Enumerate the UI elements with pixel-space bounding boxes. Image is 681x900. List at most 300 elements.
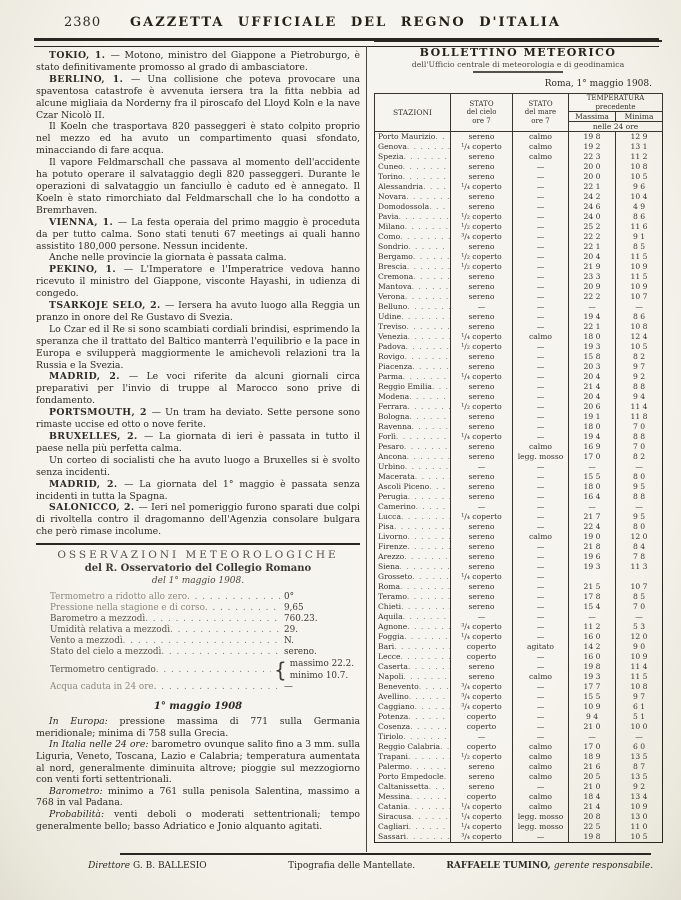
bulletin-title: BOLLETTINO METEORICO bbox=[374, 40, 662, 59]
temp-max: 18 0 bbox=[569, 482, 616, 492]
table-row bbox=[375, 582, 663, 592]
sea-state: — bbox=[513, 542, 569, 552]
station-name: Siena . . . bbox=[375, 562, 451, 572]
temp-max: 21 7 bbox=[569, 512, 616, 522]
sea-state: legg. mosso bbox=[513, 452, 569, 462]
sky-state: ¹/₄ coperto bbox=[451, 822, 513, 832]
station-name: Agnone . . . bbox=[375, 622, 451, 632]
dot-leader bbox=[407, 532, 450, 542]
temp-min: 10 8 bbox=[616, 682, 663, 692]
temp-min: 9 1 bbox=[616, 232, 663, 242]
temp-min: 8 5 bbox=[616, 242, 663, 252]
temp-min: 11 5 bbox=[616, 272, 663, 282]
temp-max: 22 1 bbox=[569, 182, 616, 192]
sea-state: — bbox=[513, 212, 569, 222]
table-row bbox=[375, 372, 663, 382]
temp-max: 20 4 bbox=[569, 252, 616, 262]
footer-director-name: G. B. BALLESIO bbox=[133, 861, 207, 871]
article-dateline: PORTSMOUTH, 2 bbox=[49, 407, 152, 419]
sky-state: sereno bbox=[451, 762, 513, 772]
observations-heading: OSSERVAZIONI METEOROLOGICHE bbox=[57, 549, 339, 562]
temp-min: 11 8 bbox=[616, 412, 663, 422]
sky-state: sereno bbox=[451, 382, 513, 392]
station-name: Novara . . . bbox=[375, 192, 451, 202]
temp-min: 9 7 bbox=[616, 362, 663, 372]
temp-max: 10 9 bbox=[569, 702, 616, 712]
table-row bbox=[375, 422, 663, 432]
footer-director-role: Direttore bbox=[88, 861, 131, 871]
sea-state: — bbox=[513, 322, 569, 332]
table-row bbox=[375, 342, 663, 352]
station-name: Udine . . . bbox=[375, 312, 451, 322]
dot-leader bbox=[401, 312, 450, 322]
temp-min: 8 8 bbox=[616, 382, 663, 392]
temp-max: 17 7 bbox=[569, 682, 616, 692]
temp-max: 18 9 bbox=[569, 752, 616, 762]
station-name: Benevento . . . bbox=[375, 682, 451, 692]
table-row bbox=[375, 742, 663, 752]
dot-leader bbox=[407, 262, 450, 272]
temp-min: 8 4 bbox=[616, 542, 663, 552]
temp-max: 16 0 bbox=[569, 652, 616, 662]
station-name: Roma . . . bbox=[375, 582, 451, 592]
temp-min: 10 7 bbox=[616, 292, 663, 302]
thermometer-row bbox=[36, 658, 360, 682]
dot-leader bbox=[400, 582, 450, 592]
sea-state: — bbox=[513, 552, 569, 562]
dot-leader bbox=[154, 682, 280, 693]
temp-min: 12 0 bbox=[616, 532, 663, 542]
observation-label: Stato del cielo a mezzodì bbox=[50, 647, 162, 658]
temp-min: 10 9 bbox=[616, 652, 663, 662]
bulletin-dateline: Roma, 1° maggio 1908. bbox=[544, 79, 652, 89]
sea-state: — bbox=[513, 242, 569, 252]
sea-state: — bbox=[513, 392, 569, 402]
sea-state: — bbox=[513, 272, 569, 282]
sky-state: sereno bbox=[451, 772, 513, 782]
dot-leader bbox=[423, 182, 450, 192]
temp-max: 20 8 bbox=[569, 812, 616, 822]
header-sea: STATO del mare ore 7 bbox=[513, 94, 569, 132]
article-dateline: MADRID, 2. bbox=[49, 478, 125, 490]
sea-state: calmo bbox=[513, 772, 569, 782]
temp-max: — bbox=[569, 302, 616, 312]
sky-state: ³/₄ coperto bbox=[451, 832, 513, 843]
dot-leader bbox=[408, 712, 450, 722]
sky-state: ³/₄ coperto bbox=[451, 682, 513, 692]
dot-leader bbox=[170, 625, 280, 636]
sky-state: — bbox=[451, 462, 513, 472]
temp-max: 19 2 bbox=[569, 142, 616, 152]
article-dateline: VIENNA, 1. bbox=[49, 216, 118, 228]
temp-min: 13 1 bbox=[616, 142, 663, 152]
station-name: Teramo . . . bbox=[375, 592, 451, 602]
sea-state: calmo bbox=[513, 742, 569, 752]
dot-leader bbox=[410, 762, 450, 772]
dot-leader bbox=[403, 732, 450, 742]
table-row bbox=[375, 732, 663, 742]
station-name: Ancona . . . bbox=[375, 452, 451, 462]
sky-state: sereno bbox=[451, 482, 513, 492]
table-row bbox=[375, 352, 663, 362]
station-name: Belluno . . . bbox=[375, 302, 451, 312]
temp-max: 18 4 bbox=[569, 792, 616, 802]
temp-min: 8 2 bbox=[616, 452, 663, 462]
station-name: Messina . . . bbox=[375, 792, 451, 802]
observation-value: sereno. bbox=[284, 647, 317, 658]
station-name: Lecce . . . bbox=[375, 652, 451, 662]
sea-state: — bbox=[513, 592, 569, 602]
forecast-lead: In Europa: bbox=[49, 716, 120, 728]
table-row bbox=[375, 482, 663, 492]
sky-state: sereno bbox=[451, 312, 513, 322]
temp-min: 5 1 bbox=[616, 712, 663, 722]
temp-max: 21 5 bbox=[569, 582, 616, 592]
station-name: Catania . . . bbox=[375, 802, 451, 812]
observation-label: Vento a mezzodì bbox=[50, 636, 123, 647]
dot-leader bbox=[403, 172, 450, 182]
observation-row bbox=[36, 603, 360, 614]
observation-label: Termometro a ridotto allo zero bbox=[50, 592, 188, 603]
temp-min: 4 9 bbox=[616, 202, 663, 212]
table-row bbox=[375, 392, 663, 402]
table-row bbox=[375, 752, 663, 762]
temp-min: 12 9 bbox=[616, 132, 663, 143]
table-row bbox=[375, 762, 663, 772]
temp-min: 8 0 bbox=[616, 472, 663, 482]
temp-max: 22 1 bbox=[569, 242, 616, 252]
temp-max: 21 4 bbox=[569, 802, 616, 812]
table-row bbox=[375, 442, 663, 452]
sea-state: calmo bbox=[513, 672, 569, 682]
station-name: Forlì . . . bbox=[375, 432, 451, 442]
temp-min: 10 0 bbox=[616, 722, 663, 732]
dot-leader bbox=[412, 282, 450, 292]
footer-manager-name: RAFFAELE TUMINO, bbox=[446, 861, 551, 871]
temp-min: 13 5 bbox=[616, 752, 663, 762]
observation-value: N. bbox=[284, 636, 294, 647]
temp-min: 9 2 bbox=[616, 372, 663, 382]
table-row bbox=[375, 362, 663, 372]
sea-state: — bbox=[513, 782, 569, 792]
station-name: Ravenna . . . bbox=[375, 422, 451, 432]
dot-leader bbox=[401, 602, 450, 612]
sea-state: calmo bbox=[513, 332, 569, 342]
sea-state: — bbox=[513, 832, 569, 843]
sky-state: sereno bbox=[451, 672, 513, 682]
temp-min: 5 3 bbox=[616, 622, 663, 632]
dot-leader bbox=[404, 442, 450, 452]
table-row bbox=[375, 172, 663, 182]
sea-state: — bbox=[513, 342, 569, 352]
sky-state: ¹/₂ coperto bbox=[451, 212, 513, 222]
sea-state: — bbox=[513, 712, 569, 722]
dot-leader bbox=[408, 492, 450, 502]
sea-state: — bbox=[513, 492, 569, 502]
thermometer-label: Termometro centigrado bbox=[50, 664, 156, 675]
table-row bbox=[375, 152, 663, 162]
sky-state: sereno bbox=[451, 602, 513, 612]
table-row bbox=[375, 242, 663, 252]
sea-state: legg. mosso bbox=[513, 822, 569, 832]
sea-state: — bbox=[513, 502, 569, 512]
table-row bbox=[375, 832, 663, 843]
observation-row bbox=[36, 636, 360, 647]
sky-state: ¹/₂ coperto bbox=[451, 342, 513, 352]
station-name: Avellino . . . bbox=[375, 692, 451, 702]
dot-leader bbox=[407, 302, 450, 312]
observation-label: Acqua caduta in 24 ore bbox=[50, 682, 154, 693]
temp-max: 24 6 bbox=[569, 202, 616, 212]
sea-state: — bbox=[513, 482, 569, 492]
temp-min: 6 1 bbox=[616, 702, 663, 712]
dot-leader bbox=[403, 372, 450, 382]
station-name: Camerino . . . bbox=[375, 502, 451, 512]
temp-min: — bbox=[616, 502, 663, 512]
temp-min: 11 3 bbox=[616, 562, 663, 572]
temp-max: — bbox=[569, 732, 616, 742]
temp-max: 15 5 bbox=[569, 472, 616, 482]
observation-row bbox=[36, 625, 360, 636]
observation-value: 760.23. bbox=[284, 614, 318, 625]
observation-last-row bbox=[36, 682, 360, 693]
temp-min: 8 8 bbox=[616, 432, 663, 442]
station-name: Ascoli Piceno . . . bbox=[375, 482, 451, 492]
table-row bbox=[375, 772, 663, 782]
station-name: Lucca . . . bbox=[375, 512, 451, 522]
table-row bbox=[375, 812, 663, 822]
table-row bbox=[375, 522, 663, 532]
temp-max: 21 6 bbox=[569, 762, 616, 772]
station-name: Siracusa . . . bbox=[375, 812, 451, 822]
observation-row bbox=[36, 592, 360, 603]
station-name: Treviso . . . bbox=[375, 322, 451, 332]
station-name: Modena . . . bbox=[375, 392, 451, 402]
sea-state: — bbox=[513, 582, 569, 592]
dot-leader bbox=[435, 132, 450, 142]
temp-max: — bbox=[569, 502, 616, 512]
forecast-paragraph: Barometro: minimo a 761 sulla penisola Salentina, massimo a 768 in val Padana. bbox=[36, 785, 360, 809]
sky-state: sereno bbox=[451, 162, 513, 172]
sea-state: — bbox=[513, 732, 569, 742]
sea-state: calmo bbox=[513, 442, 569, 452]
temp-max: — bbox=[569, 612, 616, 622]
sky-state: ¹/₄ coperto bbox=[451, 572, 513, 582]
temp-max: 21 9 bbox=[569, 262, 616, 272]
temp-max: 16 4 bbox=[569, 492, 616, 502]
sea-state: calmo bbox=[513, 802, 569, 812]
temp-min: — bbox=[616, 732, 663, 742]
station-name: Chieti . . . bbox=[375, 602, 451, 612]
dot-leader bbox=[396, 432, 450, 442]
dot-leader bbox=[404, 632, 450, 642]
dot-leader bbox=[145, 614, 280, 625]
temp-max: 19 8 bbox=[569, 832, 616, 843]
sky-state: sereno bbox=[451, 352, 513, 362]
news-article: PORTSMOUTH, 2 — Un tram ha deviato. Sette persone sono rimaste uccise ed otto o nove ferite. bbox=[36, 407, 360, 431]
temp-min: 8 8 bbox=[616, 492, 663, 502]
station-name: Ferrara . . . bbox=[375, 402, 451, 412]
sky-state: ³/₄ coperto bbox=[451, 702, 513, 712]
sky-state: sereno bbox=[451, 322, 513, 332]
dot-leader bbox=[440, 742, 450, 752]
temp-min: 11 4 bbox=[616, 662, 663, 672]
station-name: Porto Empedocle . . . bbox=[375, 772, 451, 782]
sea-state: — bbox=[513, 182, 569, 192]
station-name: Rovigo . . . bbox=[375, 352, 451, 362]
sky-state: sereno bbox=[451, 552, 513, 562]
sky-state: sereno bbox=[451, 782, 513, 792]
station-name: Spezia . . . bbox=[375, 152, 451, 162]
thermometer-values bbox=[290, 658, 354, 682]
temp-max: 18 0 bbox=[569, 422, 616, 432]
temp-min: 10 5 bbox=[616, 342, 663, 352]
sky-state: — bbox=[451, 732, 513, 742]
sea-state: — bbox=[513, 412, 569, 422]
sea-state: calmo bbox=[513, 142, 569, 152]
station-name: Grosseto . . . bbox=[375, 572, 451, 582]
dot-leader bbox=[406, 832, 450, 842]
station-name: Bergamo . . . bbox=[375, 252, 451, 262]
table-row bbox=[375, 602, 663, 612]
sky-state: sereno bbox=[451, 282, 513, 292]
dot-leader bbox=[416, 502, 450, 512]
temp-min: — bbox=[616, 612, 663, 622]
sea-state: — bbox=[513, 432, 569, 442]
observation-label: Barometro a mezzodì bbox=[50, 614, 146, 625]
article-dateline: SALONICCO, 2. bbox=[49, 502, 139, 514]
temp-min: 8 6 bbox=[616, 212, 663, 222]
temp-max: 15 4 bbox=[569, 602, 616, 612]
dot-leader bbox=[413, 252, 450, 262]
sea-state: — bbox=[513, 302, 569, 312]
observation-value: 0° bbox=[284, 592, 294, 603]
thermometer-max: massimo 22.2. bbox=[289, 659, 354, 670]
sea-state: calmo bbox=[513, 792, 569, 802]
forecast-paragraph: In Italia nelle 24 ore: barometro ovunque salito fino a 3 mm. sulla Liguria, Veneto, Toscana, Lazio e Calabria; temperatura aumentata al nord, generalmente diminuita altrove; pioggie sul mezzogiorno con venti forti settentrionali. bbox=[36, 739, 360, 786]
sky-state: ¹/₂ coperto bbox=[451, 252, 513, 262]
temp-min: 10 4 bbox=[616, 192, 663, 202]
sky-state: ¹/₄ coperto bbox=[451, 142, 513, 152]
table-row bbox=[375, 642, 663, 652]
news-article: Un corteo di socialisti che ha avuto luogo a Bruxelles si è svolto senza incidenti. bbox=[36, 454, 360, 478]
temp-min: 8 0 bbox=[616, 522, 663, 532]
table-row bbox=[375, 822, 663, 832]
table-row bbox=[375, 662, 663, 672]
station-name: Foggia . . . bbox=[375, 632, 451, 642]
news-article: MADRID, 2. — Le voci riferite da alcuni giornali circa preparativi per l'invio di truppe al Marocco sono prive di fondamento. bbox=[36, 371, 361, 407]
sky-state: ³/₄ coperto bbox=[451, 692, 513, 702]
temp-min: 10 9 bbox=[616, 282, 663, 292]
station-name: Mantova . . . bbox=[375, 282, 451, 292]
dot-leader bbox=[394, 642, 450, 652]
station-name: Caserta . . . bbox=[375, 662, 451, 672]
temp-min: 12 0 bbox=[616, 632, 663, 642]
station-name: Pisa . . . bbox=[375, 522, 451, 532]
temp-max: 19 3 bbox=[569, 342, 616, 352]
dot-leader bbox=[412, 362, 450, 372]
dot-leader bbox=[410, 792, 450, 802]
sky-state: sereno bbox=[451, 562, 513, 572]
table-row bbox=[375, 552, 663, 562]
dot-leader bbox=[429, 202, 450, 212]
table-row bbox=[375, 202, 663, 212]
dot-leader bbox=[444, 772, 450, 782]
sky-state: coperto bbox=[451, 792, 513, 802]
sea-state: calmo bbox=[513, 152, 569, 162]
station-name: Reggio Emilia . . . bbox=[375, 382, 451, 392]
temp-min: 8 2 bbox=[616, 352, 663, 362]
sky-state: sereno bbox=[451, 272, 513, 282]
dot-leader bbox=[409, 392, 450, 402]
sky-state: coperto bbox=[451, 652, 513, 662]
table-row bbox=[375, 712, 663, 722]
sky-state: sereno bbox=[451, 452, 513, 462]
news-article: Il Koeln che trasportava 820 passeggeri è stato colpito proprio nel mezzo ed ha avuto un compartimento quasi sfondato, minacciando di fare acqua. bbox=[36, 121, 360, 157]
temp-min: 10 9 bbox=[616, 262, 663, 272]
sky-state: sereno bbox=[451, 592, 513, 602]
temp-min: 9 4 bbox=[616, 392, 663, 402]
temp-max: 22 1 bbox=[569, 322, 616, 332]
dot-leader bbox=[412, 572, 450, 582]
dot-leader bbox=[394, 522, 450, 532]
observation-value: — bbox=[284, 682, 293, 693]
bulletin-subtitle: dell'Ufficio centrale di meteorologia e di geodinamica bbox=[411, 60, 625, 69]
sea-state: — bbox=[513, 262, 569, 272]
sea-state: — bbox=[513, 602, 569, 612]
weather-table-header bbox=[375, 94, 663, 132]
dot-leader bbox=[407, 452, 450, 462]
temp-min: 8 6 bbox=[616, 312, 663, 322]
dot-leader bbox=[408, 662, 450, 672]
temp-min: 13 5 bbox=[616, 772, 663, 782]
sea-state: calmo bbox=[513, 762, 569, 772]
news-article: Lo Czar ed il Re si sono scambiati cordiali brindisi, esprimendo la speranza che il trattato del Baltico manterrà l'equilibrio e la pace in Europa e svilupperà maggiormente le amichevoli relazioni tra la Russia e la Svezia. bbox=[36, 323, 360, 371]
sky-state: sereno bbox=[451, 442, 513, 452]
sky-state: sereno bbox=[451, 522, 513, 532]
station-name: Cosenza . . . bbox=[375, 722, 451, 732]
station-name: Verona . . . bbox=[375, 292, 451, 302]
sky-state: ¹/₂ coperto bbox=[451, 752, 513, 762]
temp-min: 7 0 bbox=[616, 422, 663, 432]
observation-row bbox=[36, 647, 360, 658]
sky-state: ¹/₄ coperto bbox=[451, 812, 513, 822]
dot-leader bbox=[403, 672, 450, 682]
sky-state: sereno bbox=[451, 662, 513, 672]
dot-leader bbox=[406, 322, 450, 332]
sky-state: ¹/₄ coperto bbox=[451, 432, 513, 442]
observations-subheading: del R. Osservatorio del Collegio Romano bbox=[84, 563, 312, 575]
sea-state: — bbox=[513, 522, 569, 532]
temp-min: — bbox=[616, 302, 663, 312]
temp-max: 21 0 bbox=[569, 722, 616, 732]
temp-min: 10 7 bbox=[616, 582, 663, 592]
footer-printer: Tipografia delle Mantellate. bbox=[288, 861, 416, 871]
temp-min: 9 5 bbox=[616, 482, 663, 492]
table-row bbox=[375, 612, 663, 622]
station-name: Bari . . . bbox=[375, 642, 451, 652]
temp-max: 19 3 bbox=[569, 672, 616, 682]
table-row bbox=[375, 462, 663, 472]
table-row bbox=[375, 452, 663, 462]
temp-max: 18 0 bbox=[569, 332, 616, 342]
station-name: Sassari . . . bbox=[375, 832, 451, 843]
temp-max: 19 6 bbox=[569, 552, 616, 562]
table-row bbox=[375, 182, 663, 192]
sea-state: — bbox=[513, 662, 569, 672]
footer-manager bbox=[445, 861, 655, 871]
article-dateline: BRUXELLES, 2. bbox=[49, 431, 145, 442]
